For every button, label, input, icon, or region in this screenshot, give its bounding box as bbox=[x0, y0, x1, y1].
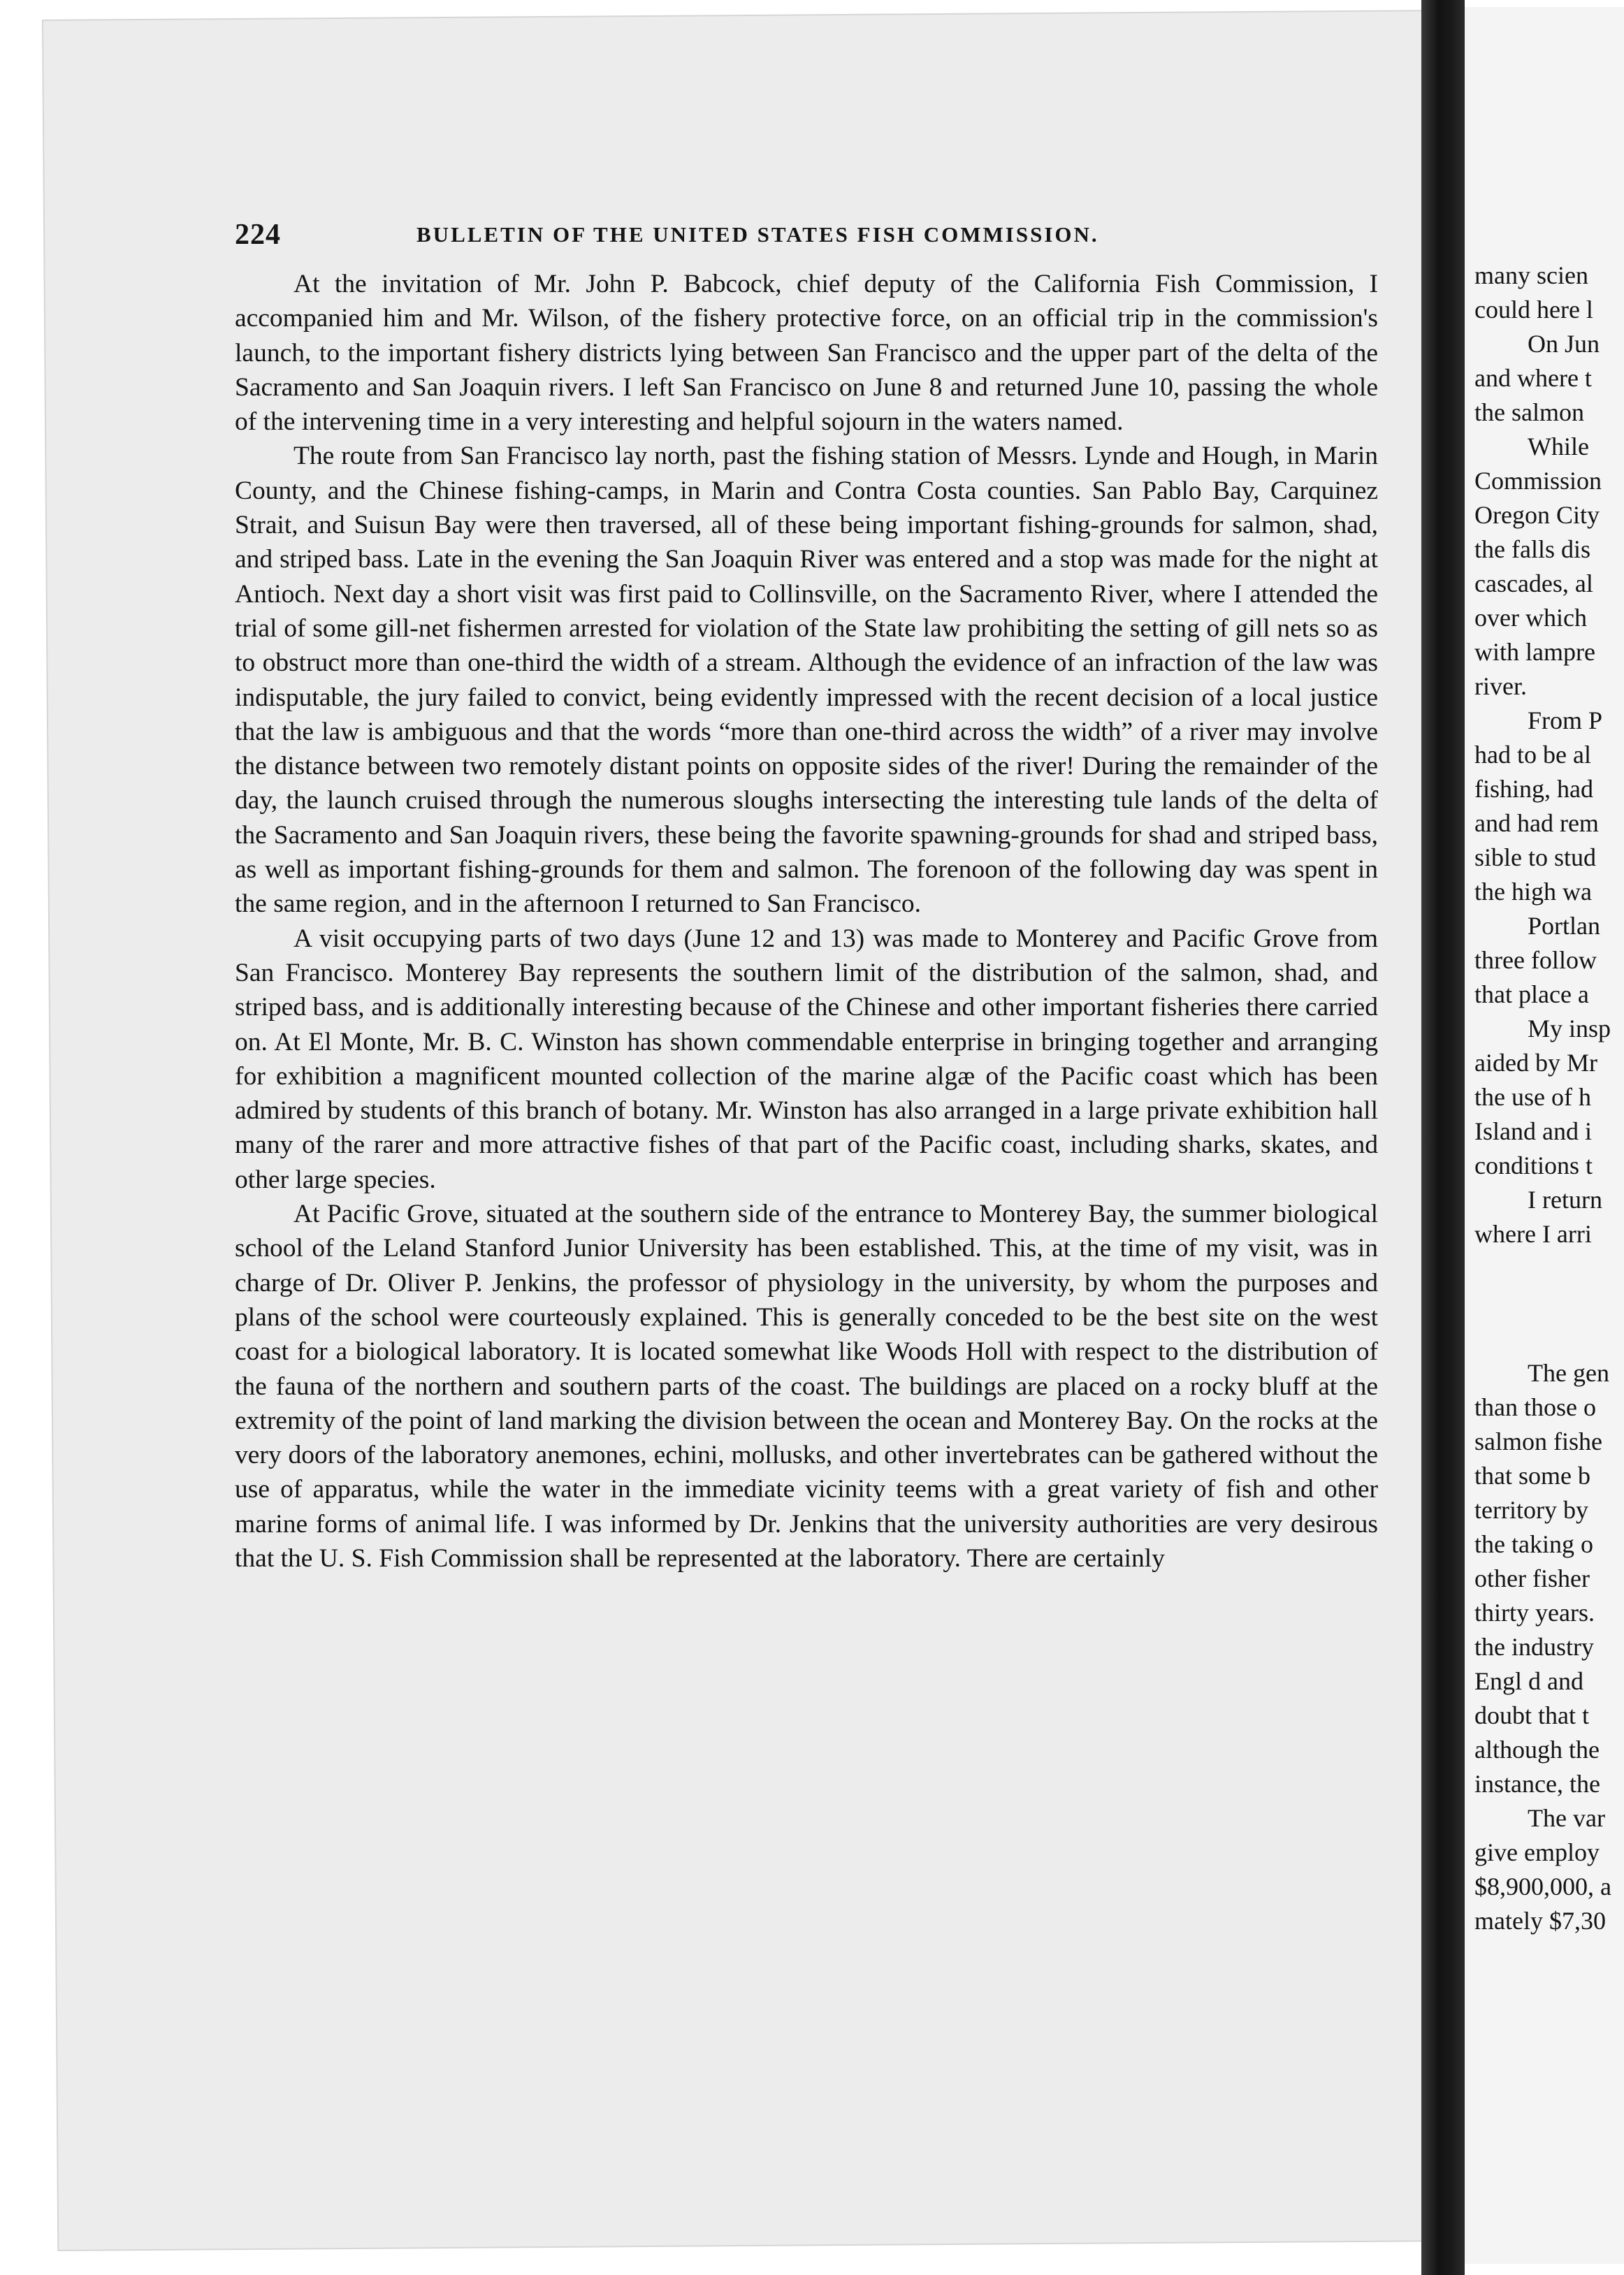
right-page-line: many scien bbox=[1474, 261, 1588, 289]
right-page-line: My insp bbox=[1528, 1015, 1611, 1042]
right-page-line: Oregon City bbox=[1474, 501, 1600, 529]
right-page-line: The var bbox=[1528, 1804, 1605, 1832]
right-page-text bbox=[1474, 259, 1624, 1938]
right-page-line: and where t bbox=[1474, 364, 1592, 392]
right-page-line: I return bbox=[1528, 1186, 1602, 1214]
running-head bbox=[235, 218, 1381, 253]
paragraph-babcock-trip: At the invitation of Mr. John P. Babcock, chief deputy of the California Fish Commission, I accompanied him and Mr. Wilson, of the fishery protective force, on an official trip in the commission's launch, to the important fishery districts lying between San Francisco and the upper part of the delta of the Sacramento and San Joaquin rivers. I left San Francisco on June 8 and returned June 10, passing the whole of the intervening time in a very interesting and helpful sojourn in the waters named. bbox=[235, 270, 1378, 437]
right-page-line: From P bbox=[1528, 706, 1603, 734]
right-page-line: with lampre bbox=[1474, 638, 1595, 666]
paragraph-monterey-visit: A visit occupying parts of two days (June 12 and 13) was made to Monterey and Pacific Grove from San Francisco. Monterey Bay represents the southern limit of the distribution of the salmon, shad, and striped bass, and is additionally interesting because of the Chinese and other important fisheries there carried on. At El Monte, Mr. B. C. Winston has shown commendable enterprise in bringing together and arranging for exhibition a magnificent mounted collection of the marine algæ of the Pacific coast which has been admired by students of this branch of botany. Mr. Winston has also arranged in a large private exhibition hall many of the rarer and more attractive fishes of that part of the Pacific coast, including sharks, skates, and other large species. bbox=[235, 924, 1378, 1194]
right-page-line: While bbox=[1528, 433, 1589, 460]
section-gap bbox=[1474, 1251, 1624, 1356]
right-page-line: salmon fishe bbox=[1474, 1427, 1602, 1455]
right-page-line: and had rem bbox=[1474, 809, 1599, 837]
right-page-line: doubt that t bbox=[1474, 1701, 1589, 1729]
paragraph-route-north: The route from San Francisco lay north, past the fishing station of Messrs. Lynde and Hough, in Marin County, and the Chinese fishing-camps, in Marin and Contra Costa counties. San Pablo Bay, Carquinez Strait, and Suisun Bay were then traversed, all of these being important fishing-grounds for salmon, shad, and striped bass. Late in the evening the San Joaquin River was entered and a stop was made for the night at Antioch. Next day a short visit was first paid to Collinsville, on the Sacramento River, where I attended the trial of some gill-net fishermen arrested for violation of the State law prohibiting the setting of gill nets so as to obstruct more than one-third the width of a stream. Although the evidence of an infraction of the law was indisputable, the jury failed to convict, being evidently impressed with the recent decision of a local justice that the law is ambiguous and that the words “more than one-third across the width” of a river may involve the distance between two remotely distant points on opposite sides of the river! During the remainder of the day, the launch cruised through the numerous sloughs intersecting the interesting tule lands of the delta of the Sacramento and San Joaquin rivers, these being the favorite spawning-grounds for shad and striped bass, as well as important fishing-grounds for them and salmon. The forenoon of the following day was spent in the same region, and in the afternoon I returned to San Francisco. bbox=[235, 442, 1378, 919]
right-page-line: other fisher bbox=[1474, 1564, 1590, 1592]
right-page-line: Portlan bbox=[1528, 912, 1600, 940]
right-page-line: On Jun bbox=[1528, 330, 1600, 358]
right-page-line: than those o bbox=[1474, 1393, 1596, 1421]
right-page-line: over which bbox=[1474, 604, 1587, 632]
right-page-line: Island and i bbox=[1474, 1117, 1592, 1145]
paragraph-pacific-grove: At Pacific Grove, situated at the southern side of the entrance to Monterey Bay, the summer biological school of the Leland Stanford Junior University has been established. This, at the time of my visit, was in charge of Dr. Oliver P. Jenkins, the professor of physiology in the university, by whom the purposes and plans of the school were courteously explained. This is generally conceded to be the best site on the west coast for a biological laboratory. It is located somewhat like Woods Holl with respect to the distribution of the fauna of the northern and southern parts of the coast. The buildings are placed on a rocky bluff at the extremity of the point of land marking the division between the ocean and Monterey Bay. On the rocks at the very doors of the laboratory anemones, echini, mollusks, and other invertebrates can be gathered without the use of apparatus, while the water in the immediate vicinity teems with a great variety of fish and other marine forms of animal life. I was informed by Dr. Jenkins that the university authorities are very desirous that the U. S. Fish Commission shall be represented at the laboratory. There are certainly bbox=[235, 1200, 1378, 1573]
right-page-line: that some b bbox=[1474, 1462, 1590, 1490]
right-page-line: Engl d and bbox=[1474, 1667, 1583, 1695]
right-page-line: three follow bbox=[1474, 946, 1597, 974]
right-page-line: river. bbox=[1474, 672, 1527, 700]
page-number: 224 bbox=[235, 219, 281, 251]
right-page-line: the falls dis bbox=[1474, 535, 1590, 563]
right-page-line: cascades, al bbox=[1474, 569, 1593, 597]
right-page-line: $8,900,000, a bbox=[1474, 1873, 1611, 1900]
right-page-line: thirty years. bbox=[1474, 1599, 1595, 1627]
right-page-line: aided by Mr bbox=[1474, 1049, 1597, 1077]
right-page-line: The gen bbox=[1528, 1359, 1609, 1387]
right-page bbox=[1465, 7, 1624, 2264]
running-title: BULLETIN OF THE UNITED STATES FISH COMMISSION. bbox=[416, 222, 1099, 247]
right-page-line: conditions t bbox=[1474, 1151, 1593, 1179]
right-page-line: the industry bbox=[1474, 1633, 1594, 1661]
right-page-line: territory by bbox=[1474, 1496, 1588, 1524]
right-page-line: had to be al bbox=[1474, 741, 1591, 769]
right-page-line: where I arri bbox=[1474, 1220, 1592, 1248]
right-page-line: that place a bbox=[1474, 980, 1589, 1008]
right-page-line: the salmon bbox=[1474, 398, 1584, 426]
right-page-line: mately $7,30 bbox=[1474, 1907, 1606, 1935]
right-page-line: sible to stud bbox=[1474, 843, 1597, 871]
right-page-line: the use of h bbox=[1474, 1083, 1591, 1111]
right-page-line: fishing, had bbox=[1474, 775, 1593, 803]
right-page-line: instance, the bbox=[1474, 1770, 1600, 1798]
right-page-line: give employ bbox=[1474, 1838, 1600, 1866]
right-page-line: although the bbox=[1474, 1736, 1600, 1764]
right-page-line: the high wa bbox=[1474, 878, 1592, 906]
main-text-column bbox=[235, 267, 1378, 1576]
right-page-line: could here l bbox=[1474, 296, 1593, 324]
book-spine bbox=[1421, 0, 1465, 2275]
right-page-line: the taking o bbox=[1474, 1530, 1593, 1558]
right-page-line: Commission bbox=[1474, 467, 1602, 495]
